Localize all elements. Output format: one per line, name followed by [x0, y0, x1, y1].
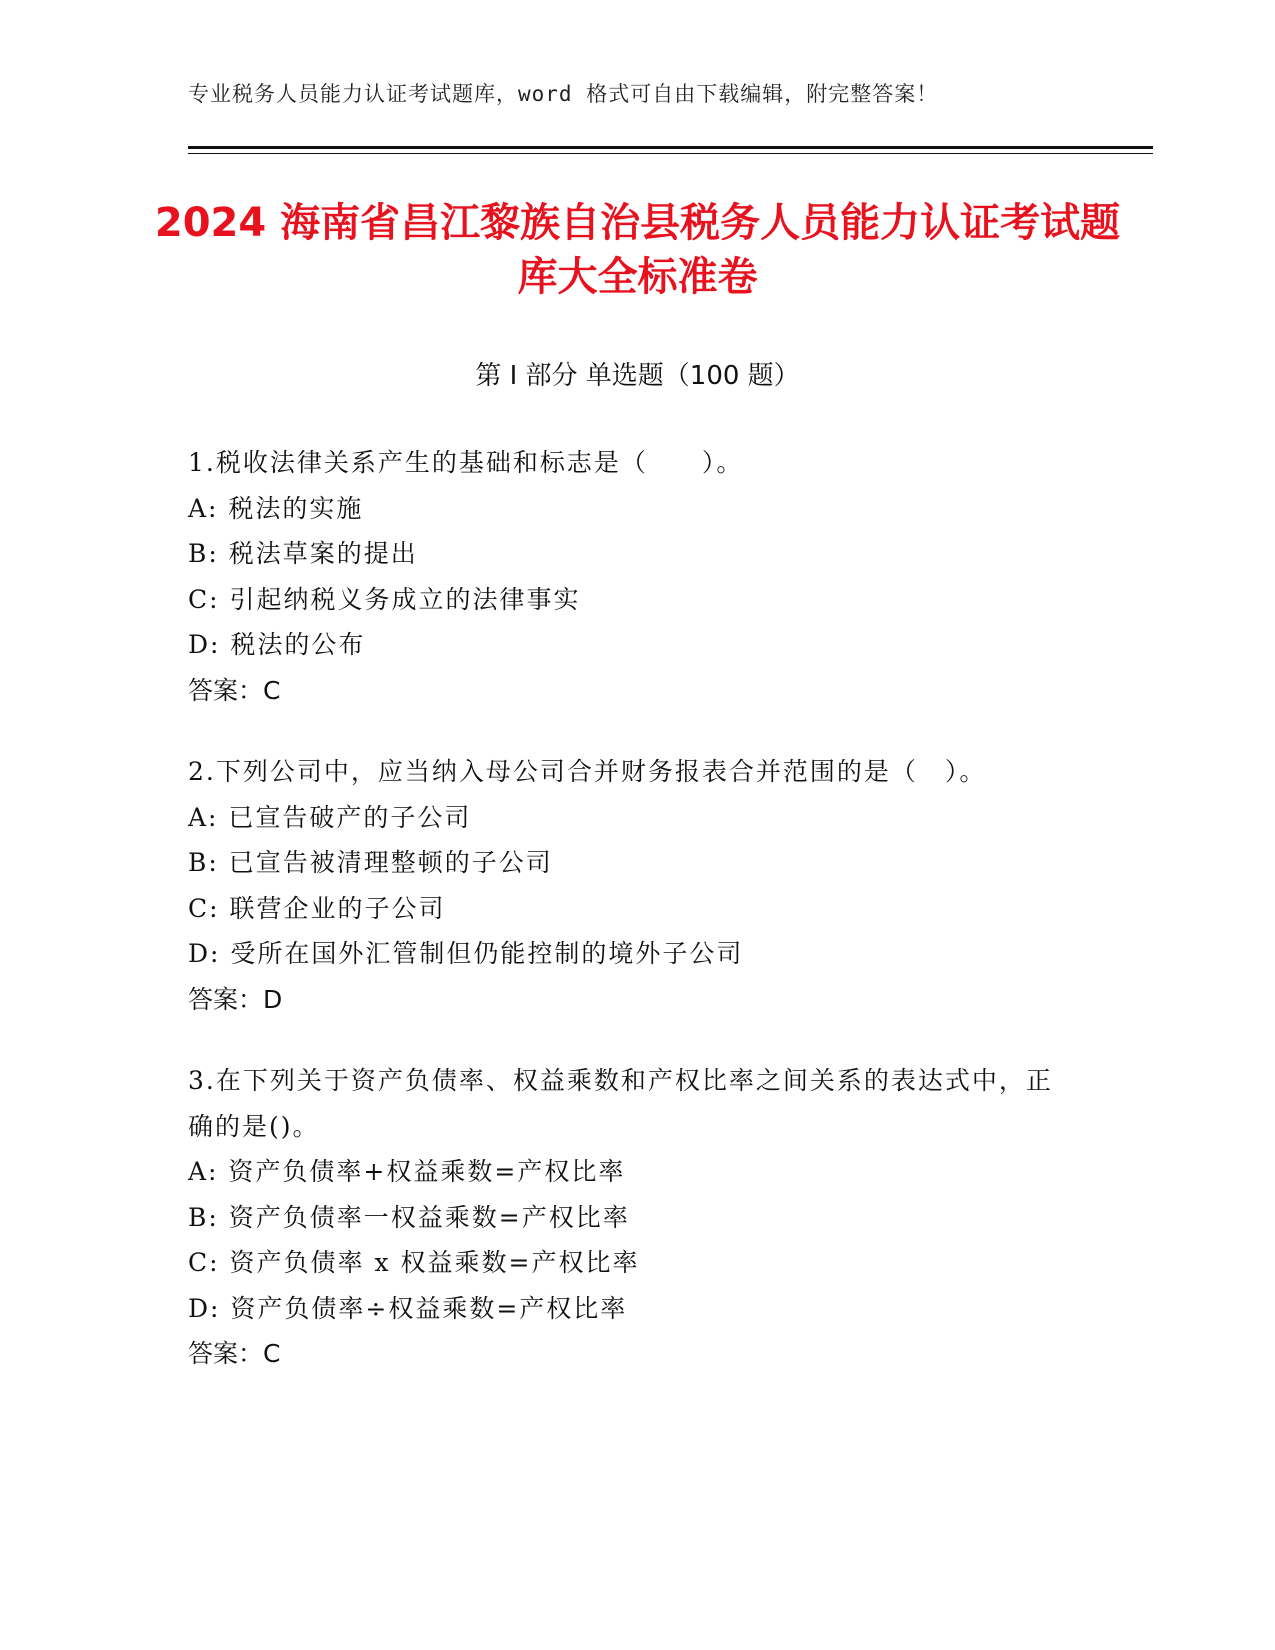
question-stem: 2.下列公司中，应当纳入母公司合并财务报表合并范围的是（ ）。 — [188, 757, 987, 786]
header-divider-thin — [188, 153, 1153, 154]
document-title: 2024 海南省昌江黎族自治县税务人员能力认证考试题库大全标准卷 — [154, 200, 1121, 300]
option-c: C: 引起纳税义务成立的法律事实 — [188, 584, 581, 614]
option-b: B: 税法草案的提出 — [188, 539, 418, 568]
question-1 — [188, 440, 1068, 713]
section-heading: 第 I 部分 单选题（100 题） — [475, 361, 800, 391]
option-c: C: 资产负债率 x 权益乘数=产权比率 — [188, 1248, 640, 1277]
option-b: B: 已宣告被清理整顿的子公司 — [188, 848, 553, 877]
option-d: D: 受所在国外汇管制但仍能控制的境外子公司 — [188, 939, 744, 968]
header-note: 专业税务人员能力认证考试题库，word 格式可自由下载编辑，附完整答案！ — [188, 82, 939, 106]
option-b: B: 资产负债率一权益乘数=产权比率 — [188, 1202, 630, 1232]
question-list — [188, 440, 1068, 1413]
option-a: A: 已宣告破产的子公司 — [188, 802, 472, 832]
answer-line: 答案：C — [188, 1339, 281, 1368]
option-a: A: 税法的实施 — [188, 493, 364, 523]
question-3 — [188, 1058, 1068, 1377]
option-a: A: 资产负债率+权益乘数=产权比率 — [188, 1157, 626, 1186]
question-2 — [188, 749, 1068, 1022]
header-divider-thick — [188, 146, 1153, 149]
question-stem: 3.在下列关于资产负债率、权益乘数和产权比率之间关系的表达式中，正确的是()。 — [188, 1066, 1053, 1141]
answer-line: 答案：D — [188, 984, 283, 1014]
answer-line: 答案：C — [188, 675, 281, 705]
option-d: D: 税法的公布 — [188, 630, 366, 659]
option-c: C: 联营企业的子公司 — [188, 893, 446, 923]
question-stem: 1.税收法律关系产生的基础和标志是（ ）。 — [188, 448, 744, 477]
option-d: D: 资产负债率÷权益乘数=产权比率 — [188, 1293, 628, 1323]
